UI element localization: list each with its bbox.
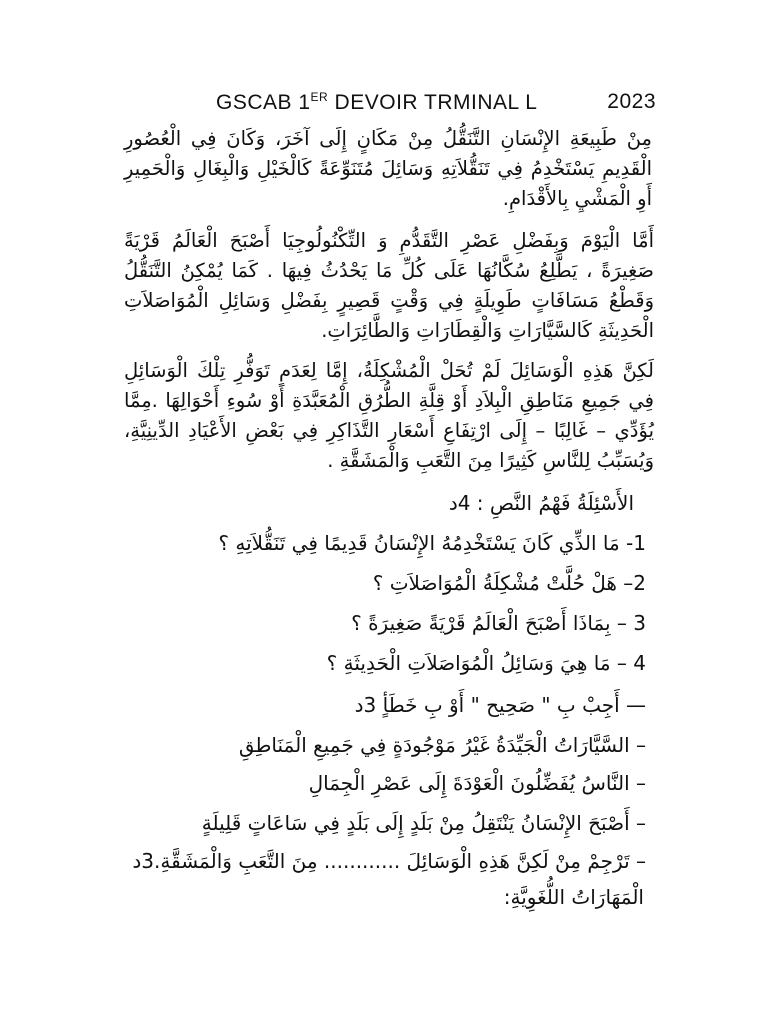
question-1: 1- مَا الذِّي كَانَ يَسْتَخْدِمُهُ الإِنْسَانُ قَدِيمًا فِي تَنَقُّلاَتِهِ ؟ (218, 531, 646, 555)
question-2: 2– هَلْ حُلَّتْ مُشْكِلَةُ الْمُوَاصَلاَتِ ؟ (372, 571, 646, 595)
exam-title: GSCAB 1ER DEVOIR TRMINAL L (216, 90, 538, 114)
language-skills-title: الْمَهَارَاتُ اللُّغَوِيَّةِ: (503, 885, 644, 909)
question-3: 3 – بِمَاذَا أَصْبَحَ الْعَالَمُ قَرْيَةً صَغِيرَةً ؟ (351, 611, 646, 635)
true-false-title: — أَجِبْ بِ " صَحِيح " أَوْ بِ خَطَأٍ 3د (354, 693, 646, 717)
comprehension-questions-title: الأَسْئِلَةُ فَهْمُ النَّصِ : 4د (448, 491, 634, 515)
text-paragraph-1: مِنْ طَبِيعَةِ الإِنْسَانِ التَّنَقُّلُ مِنْ مَكَانٍ إِلَى آخَرَ، وَكَانَ فِي الْعُصُورِ الْقَدِيمِ يَسْتَخْدِمُ فِي تَنَقُّلاَتِهِ وَسَائِلَ مُتَنَوِّعَةً كَالْخَيْلِ وَالْبِغَالِ وَالْحَمِيرِ أَوِ الْمَشْيِ بِالأَقْدَامِ. (124, 127, 652, 210)
translation-task: – تَرْجِمْ مِنْ لَكِنَّ هَذِهِ الْوَسَائِلَ ............ مِنَ التَّعَبِ وَالْمَشَقَّةِ.3د (132, 849, 646, 873)
text-paragraph-2: أَمَّا الْيَوْمَ وَبِفَضْلِ عَصْرِ التَّقَدُّمِ وَ التِّكْنُولُوجِيَا أَصْبَحَ الْعَالَمُ قَرْيَةً صَغِيرَةً ، يَطَّلِعُ سُكَّانُهَا عَلَى كُلِّ مَا يَحْدُثُ فِيهَا . كَمَا يُمْكِنُ التَّنَقُّلُ وَقَطْعُ مَسَافَاتٍ طَوِيلَةٍ فِي وَقْتٍ قَصِيرٍ بِفَضْلِ وَسَائِلِ الْمُوَاصَلاَتِ الْحَدِيثَةِ كَالسَّيَّارَاتِ وَالْقِطَارَاتِ وَالطَّائِرَاتِ. (124, 229, 654, 342)
question-4: 4 – مَا هِيَ وَسَائِلُ الْمُوَاصَلاَتِ الْحَدِيثَةِ ؟ (326, 651, 646, 675)
exam-header (216, 90, 656, 120)
exam-title-superscript: ER (310, 90, 329, 104)
true-false-item-1: – السَّيَّارَاتُ الْجَيِّدَةُ غَيْرُ مَوْجُودَةٍ فِي جَمِيعِ الْمَنَاطِقِ (238, 733, 646, 757)
true-false-item-2: – النَّاسُ يُفَضِّلُونَ الْعَوْدَةَ إِلَى عَصْرِ الْجِمَالِ (308, 771, 646, 795)
true-false-item-3: – أَصْبَحَ الإِنْسَانُ يَنْتَقِلُ مِنْ بَلَدٍ إِلَى بَلَدٍ فِي سَاعَاتٍ قَلِيلَةٍ (201, 811, 646, 835)
text-paragraph-3: لَكِنَّ هَذِهِ الْوَسَائِلَ لَمْ تُحَلْ الْمُشْكِلَةُ، إِمَّا لِعَدَمِ تَوَفُّرِ تِلْكَ الْوَسَائِلِ فِي جَمِيعِ مَنَاطِقِ الْبِلاَدِ أَوْ قِلَّةِ الطُّرُقِ الْمُعَبَّدَةِ أَوْ سُوءِ أَحْوَالِهَا .مِمَّا يُؤَدِّي – غَالِبًا – إِلَى ارْتِفَاعِ أَسْعَارِ التَّذَاكِرِ فِي بَعْضِ الأَعْيَادِ الدِّينِيَّةِ، وَيُسَبِّبُ لِلنَّاسِ كَثِيرًا مِنَ التَّعَبِ وَالْمَشَقَّةِ . (124, 359, 654, 472)
exam-year: 2023 (607, 90, 656, 113)
